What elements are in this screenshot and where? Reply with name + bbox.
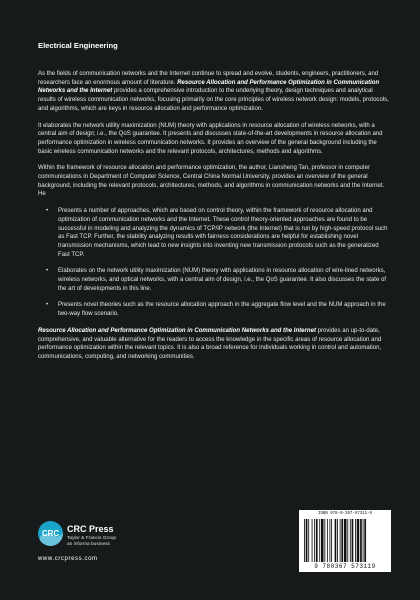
- intro-paragraph: [38, 70, 390, 114]
- crc-logo-icon: [38, 521, 63, 546]
- author-paragraph: Within the framework of resource allocation and performance optimization, the author, Liansheng Tan, professor in computer communications in Department of Computer Science, Central China Normal University, provides an overview of the general background, including the relevant protocols, architectures, methods, and algorithms in communication networks and the Internet. He: [38, 165, 385, 198]
- feature-item: • Presents novel theories such as the resource allocation approach in the aggregate flow level and the NUM approach in the two-way flow scenario.: [58, 301, 390, 318]
- barcode-bar: [340, 519, 341, 562]
- closing-paragraph: [38, 327, 390, 362]
- barcode-bar: [355, 519, 356, 562]
- barcode-bar: [324, 519, 325, 562]
- intro-text: As the fields of communication networks and the Internet continue to spread and evolve, students, engineers, practitioners, and researchers face an enormous amount of literature.: [38, 71, 379, 86]
- feature-item: • Presents a number of approaches, which are based on control theory, within the framework of resource allocation and optimization of communication networks and the Internet. These control theory-oriented approaches are found to be successful in modeling and analyzing the dynamics of TCP/IP network (the Internet) that is run by high-speed protocol such as Fast TCP. Further, the stability analyzing results with fairness considerations are helpful for establishing novel transmission mechanisms, which lead to new insights into inventing new transmission protocols such as the generalized Fast TCP.: [58, 207, 390, 259]
- barcode-bar: [312, 519, 313, 562]
- barcode-bar: [319, 519, 320, 562]
- publisher-name: CRC Press: [67, 524, 114, 534]
- barcode-bar: [314, 519, 315, 562]
- intro-text-continued: provides a comprehensive introduction to the underlying theory, design techniques and analytical results of wireless communication networks, focusing primarily on the core principles of wireless network design: models, protocols, and algorithms, which are keys in resource allocation and performance optimization.: [38, 88, 389, 112]
- book-title-emphasis: Resource Allocation and Performance Optimization in Communication Networks and the Internet: [38, 327, 316, 334]
- barcode-bar: [327, 519, 328, 562]
- isbn-label: ISBN 978-0-367-57311-9: [317, 512, 373, 516]
- category-label: Electrical Engineering: [38, 41, 118, 50]
- feature-item: • Elaborates on the network utility maximization (NUM) theory with applications in resource allocation of wire-lined networks, wireless networks, and optical networks, with a central aim of design, i.e., the QoS guarantee. It also discusses the state of the art of developments in this line.: [58, 267, 390, 293]
- barcode-bar: [360, 519, 362, 562]
- barcode-bar: [337, 519, 338, 562]
- barcode-bar: [363, 519, 364, 562]
- closing-text: provides an up-to-date, comprehensive, and valuable alternative for the readers to access the knowledge in the specific areas of resource allocation and performance optimization within the relevant topics. It is also a broad reference for individuals working in control and automation, communications, computing, and networking communities.: [38, 327, 382, 360]
- barcode-bar: [308, 519, 309, 562]
- barcode-bar: [352, 519, 354, 562]
- publisher-url[interactable]: www.crcpress.com: [38, 556, 98, 562]
- barcode-digits: 9 780367 573119: [314, 563, 376, 570]
- publisher-block: [38, 521, 188, 566]
- barcode-bar: [304, 519, 305, 562]
- barcode-bar: [306, 519, 308, 562]
- barcode-bar: [341, 519, 343, 562]
- barcode-bar: [344, 519, 347, 562]
- barcode-bar: [364, 519, 366, 562]
- barcode-bar: [330, 519, 331, 562]
- barcode-bars: [303, 519, 387, 562]
- publisher-tagline: an informa business: [67, 542, 110, 547]
- isbn-barcode: [299, 510, 391, 572]
- crc-logo-letters: CRC: [41, 529, 60, 538]
- barcode-bar: [350, 519, 351, 562]
- book-title-emphasis: Resource Allocation and Performance Optimization in Communication Networks and the Internet: [38, 79, 380, 95]
- barcode-bar: [347, 519, 348, 562]
- barcode-bar: [335, 519, 337, 562]
- publisher-group: Taylor & Francis Group: [67, 536, 117, 541]
- barcode-bar: [357, 519, 360, 562]
- barcode-bar: [316, 519, 318, 562]
- num-theory-paragraph: It elaborates the network utility maximization (NUM) theory with applications in resource allocation of wireless networks, with a central aim of design; i.e., the QoS guarantee. It presents and discusses state-of-the-art developments in resource allocation and performance optimization in wireless communication networks. It provides an overview of the general background including the basic wireless communication networks and the relevant protocols, architectures, methods and algorithms.: [38, 122, 383, 155]
- barcode-bar: [321, 519, 324, 562]
- blurb: [38, 70, 390, 370]
- feature-list: [38, 207, 390, 319]
- barcode-bar: [331, 519, 332, 562]
